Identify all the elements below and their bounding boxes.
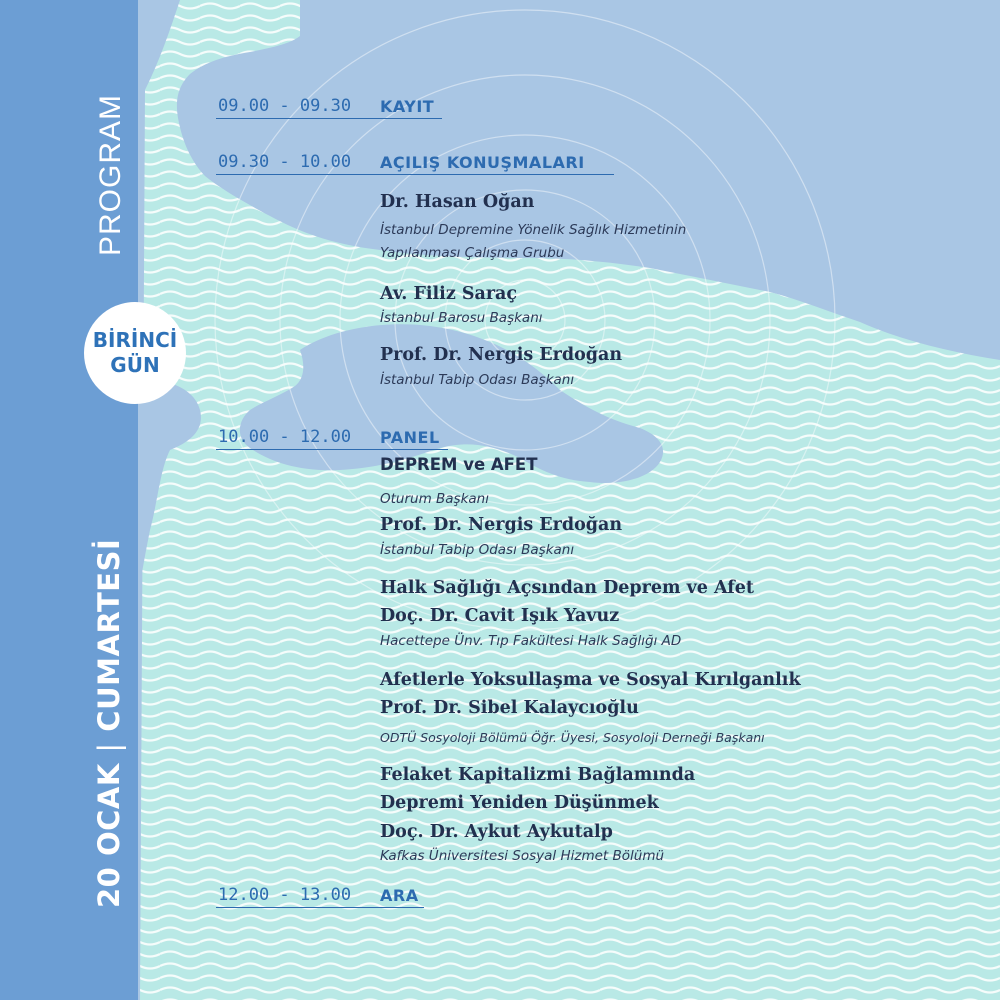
divider bbox=[216, 118, 442, 119]
divider bbox=[216, 449, 448, 450]
session-title-ara: ARA bbox=[380, 886, 419, 905]
day-badge-line2: GÜN bbox=[110, 353, 160, 377]
talk-title: Felaket Kapitalizmi Bağlamında bbox=[380, 765, 696, 785]
speaker-affiliation: İstanbul Tabip Odası Başkanı bbox=[380, 372, 575, 388]
session-time-acilis: 09.30 - 10.00 bbox=[218, 152, 352, 172]
session-title-kayit: KAYIT bbox=[380, 97, 435, 116]
session-time-panel: 10.00 - 12.00 bbox=[218, 427, 352, 447]
event-day-month: 20 OCAK bbox=[92, 763, 126, 908]
talk-speaker: Doç. Dr. Cavit Işık Yavuz bbox=[380, 606, 620, 626]
talk-title-line2: Depremi Yeniden Düşünmek bbox=[380, 793, 659, 813]
talk-title: Afetlerle Yoksullaşma ve Sosyal Kırılganlık bbox=[380, 670, 801, 690]
session-time-kayit: 09.00 - 09.30 bbox=[218, 96, 352, 116]
date-separator: | bbox=[92, 742, 126, 753]
speaker-name: Av. Filiz Saraç bbox=[380, 284, 518, 304]
speaker-name: Prof. Dr. Nergis Erdoğan bbox=[380, 345, 623, 365]
chair-name: Prof. Dr. Nergis Erdoğan bbox=[380, 515, 623, 535]
day-badge-line1: BİRİNCİ bbox=[92, 328, 178, 352]
talk-affiliation: ODTÜ Sosyoloji Bölümü Öğr. Üyesi, Sosyoloji Derneği Başkanı bbox=[380, 730, 765, 745]
session-time-ara: 12.00 - 13.00 bbox=[218, 885, 352, 905]
program-label: PROGRAM bbox=[94, 93, 127, 256]
event-weekday: CUMARTESİ bbox=[92, 538, 126, 732]
talk-title: Halk Sağlığı Açsından Deprem ve Afet bbox=[380, 578, 754, 598]
talk-affiliation: Hacettepe Ünv. Tıp Fakültesi Halk Sağlığı AD bbox=[380, 633, 682, 649]
speaker-affiliation: İstanbul Depremine Yönelik Sağlık Hizmetinin bbox=[380, 222, 687, 238]
talk-speaker: Prof. Dr. Sibel Kalaycıoğlu bbox=[380, 698, 639, 718]
divider bbox=[216, 907, 424, 908]
session-title-panel: PANEL bbox=[380, 428, 440, 447]
talk-affiliation: Kafkas Üniversitesi Sosyal Hizmet Bölümü bbox=[380, 848, 665, 864]
chair-affiliation: İstanbul Tabip Odası Başkanı bbox=[380, 542, 575, 558]
speaker-name: Dr. Hasan Oğan bbox=[380, 192, 535, 212]
panel-subtitle: DEPREM ve AFET bbox=[380, 455, 538, 474]
speaker-affiliation: İstanbul Barosu Başkanı bbox=[380, 310, 543, 326]
talk-speaker: Doç. Dr. Aykut Aykutalp bbox=[380, 822, 613, 842]
session-title-acilis: AÇILIŞ KONUŞMALARI bbox=[380, 153, 585, 172]
divider bbox=[216, 174, 614, 175]
chair-label: Oturum Başkanı bbox=[380, 491, 489, 507]
speaker-affiliation: Yapılanması Çalışma Grubu bbox=[380, 245, 565, 261]
